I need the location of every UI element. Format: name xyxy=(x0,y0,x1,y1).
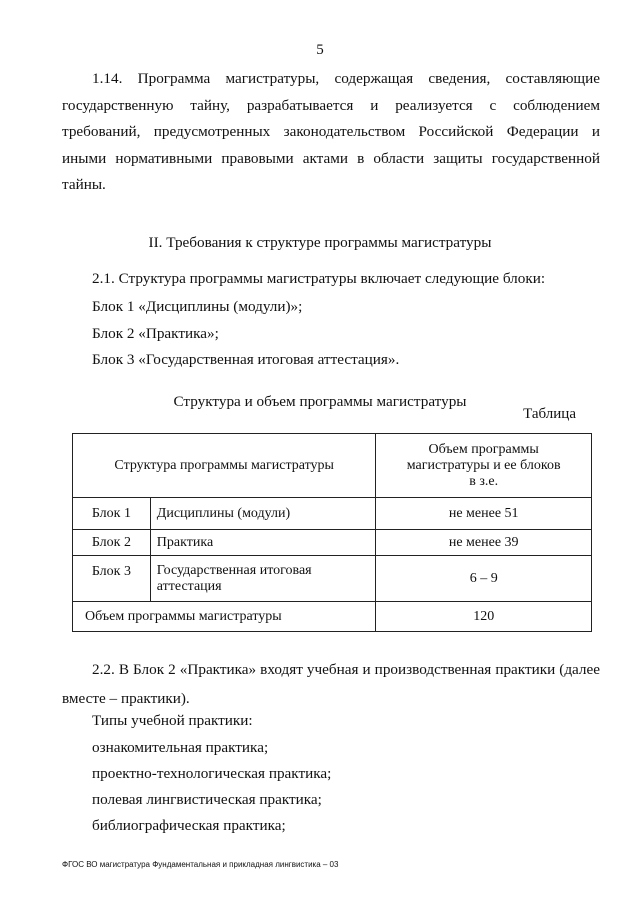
practice-type-item: ознакомительная практика; xyxy=(92,739,269,756)
document-footer: ФГОС ВО магистратура Фундаментальная и прикладная лингвистика – 03 xyxy=(62,860,339,869)
block-name-cell: Практика xyxy=(150,530,376,556)
table-total-row xyxy=(73,602,592,632)
section-title: II. Требования к структуре программы магистратуры xyxy=(148,234,492,251)
page-number: 5 xyxy=(316,42,324,58)
header-volume-cell: Объем программы магистратуры и ее блоков в з.е. xyxy=(376,434,592,498)
block-name-cell: Государственная итоговая аттестация xyxy=(150,556,376,602)
block-name-cell: Дисциплины (модули) xyxy=(150,498,376,530)
block-cell: Блок 3 xyxy=(73,556,151,602)
paragraph-1-14: 1.14. Программа магистратуры, содержащая сведения, составляющие государственную тайну, разрабатывается и реализуется с соблюдением требований, предусмотренных законодательством Российской Федерации и иными нормативными правовыми актами в области защиты государственной тайны. xyxy=(62,70,600,193)
block-2-item: Блок 2 «Практика»; xyxy=(92,325,219,342)
structure-table xyxy=(72,433,592,632)
block-cell: Блок 2 xyxy=(73,530,151,556)
block-cell: Блок 1 xyxy=(73,498,151,530)
total-value-cell: 120 xyxy=(376,602,592,632)
block-value-cell: 6 – 9 xyxy=(376,556,592,602)
total-label-cell: Объем программы магистратуры xyxy=(73,602,376,632)
practice-type-item: проектно-технологическая практика; xyxy=(92,765,332,782)
table-row xyxy=(73,498,592,530)
table-header-row xyxy=(73,434,592,498)
practice-type-item: полевая лингвистическая практика; xyxy=(92,791,322,808)
block-1-item: Блок 1 «Дисциплины (модули)»; xyxy=(92,298,303,315)
table-title: Структура и объем программы магистратуры xyxy=(173,393,467,410)
block-value-cell: не менее 51 xyxy=(376,498,592,530)
practice-type-item: библиографическая практика; xyxy=(92,817,286,834)
block-3-item: Блок 3 «Государственная итоговая аттестация». xyxy=(92,351,400,368)
table-row xyxy=(73,530,592,556)
table-row xyxy=(73,556,592,602)
table-label: Таблица xyxy=(523,406,576,422)
header-structure-cell: Структура программы магистратуры xyxy=(73,434,376,498)
paragraph-2-2: 2.2. В Блок 2 «Практика» входят учебная и производственная практики (далее вместе – практики). xyxy=(62,661,600,707)
block-value-cell: не менее 39 xyxy=(376,530,592,556)
paragraph-2-1: 2.1. Структура программы магистратуры включает следующие блоки: xyxy=(92,270,546,287)
practice-types-heading: Типы учебной практики: xyxy=(92,712,253,729)
